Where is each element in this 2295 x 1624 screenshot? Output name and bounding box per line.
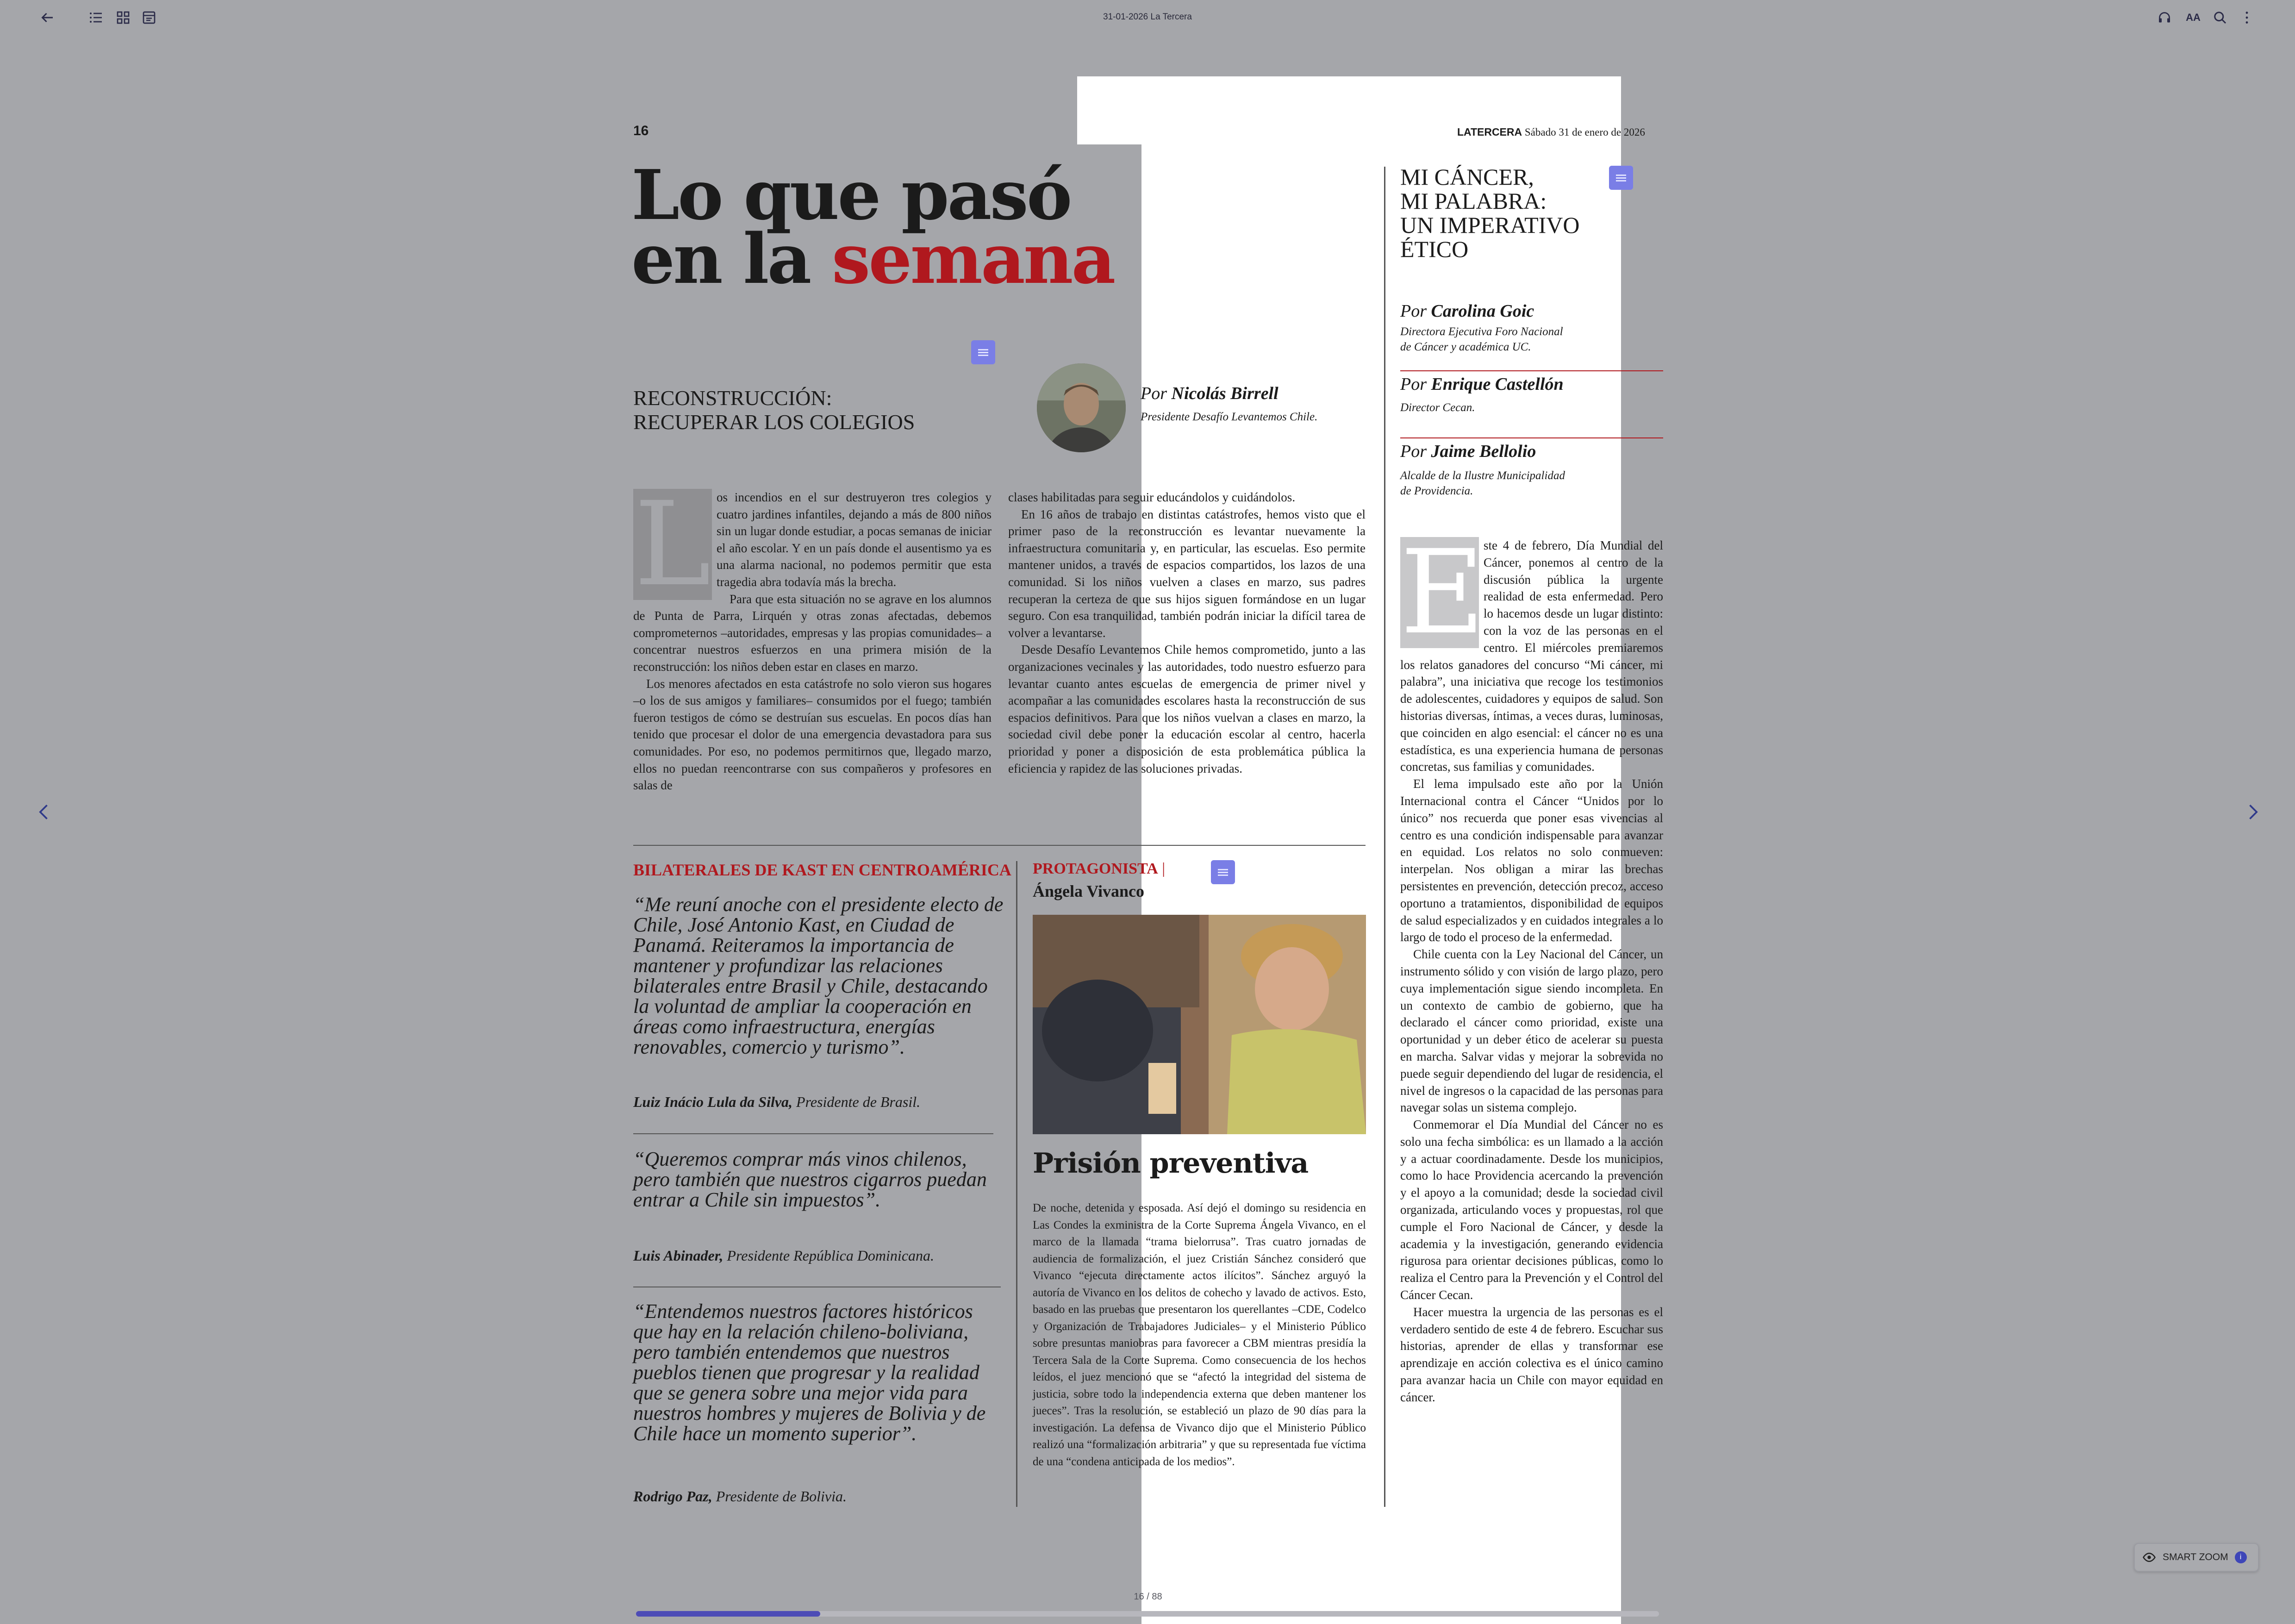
courtroom-photo-icon: [1033, 915, 1366, 1134]
chevron-left-icon: [34, 802, 55, 822]
text-size-icon: AA: [2186, 12, 2201, 23]
drop-cap: E: [1400, 525, 1485, 660]
article-title-line-1: RECONSTRUCCIÓN:: [633, 386, 832, 410]
smart-zoom-label: SMART ZOOM: [2163, 1552, 2228, 1562]
headline-accent: semana: [831, 219, 1114, 299]
article-title: [633, 386, 915, 434]
opinion-byline: [1400, 441, 1536, 462]
protagonista-headline: Prisión preventiva: [1033, 1147, 1309, 1180]
author-portrait-icon: [1037, 363, 1126, 452]
author-role-line: de Cáncer y académica UC.: [1400, 341, 1531, 353]
quote-text: “Me reuní anoche con el presidente electo de Chile, José Antonio Kast, en Ciudad de Panamá. Reiteramos la importancia de mantener y profundizar las relaciones bilaterales entre Brasil y Chile, destacando la voluntad de ampliar la cooperación en áreas como infraestructura, energías renovables, comercio y turismo”.: [633, 893, 1004, 1058]
opinion-title-line: ÉTICO: [1400, 236, 1469, 262]
opinion-title-line: MI PALABRA:: [1400, 188, 1547, 214]
quote-author: Luiz Inácio Lula da Silva,: [633, 1093, 793, 1110]
by-prefix: Por: [1400, 442, 1431, 461]
opinion-title: [1400, 165, 1580, 261]
opinion-paragraph: Chile cuenta con la Ley Nacional del Cáncer, un instrumento sólido y con visión de largo plazo, pero cuya implementación sigue siendo incompleta. En un contexto de cambio de gobierno, que ha declarado el cáncer como prioridad, existe una oportunidad y un deber ético de acelerar su puesta en marcha. Salvar vidas y mejorar la sobrevida no puede seguir dependiendo del lugar de residencia, el nivel de ingresos o la capacidad de las personas para navegar solas un sistema complejo.: [1400, 947, 1663, 1115]
opinion-paragraph: ste 4 de febrero, Día Mundial del Cáncer, ponemos al centro de la discusión pública la urgente realidad de esta enfermedad. Pero lo hacemos desde un lugar distinto: con la voz de las personas en el centro. El miércoles premiaremos los relatos ganadores del concurso “Mi cáncer, mi palabra”, una iniciativa que recoge los testimonios de adolescentes, cuidadores y equipos de salud. Son historias diversas, íntimas, a veces duras, luminosas, que coinciden en algo esencial: el cáncer no es una estadística, es una experiencia humana de personas concretas, sus familias y comunidades.: [1400, 538, 1663, 774]
eye-icon: [2142, 1550, 2156, 1564]
chevron-right-icon: [2242, 802, 2263, 822]
more-vertical-icon: [2239, 9, 2255, 26]
next-page-button[interactable]: [2239, 798, 2266, 826]
page-date: Sábado 31 de enero de 2026: [1524, 126, 1645, 138]
article-paragraph: Desde Desafío Levantemos Chile hemos comprometido, junto a las organizaciones vecinales y las autoridades, todo nuestro esfuerzo para levantar cuanto antes escuelas de emergencia de primer nivel y acompañar a las comunidades escolares hasta la reconstrucción de sus espacios definitivos. Para que los niños vuelvan a clases en marzo, la sociedad civil debe poner la educación escolar al centro, hacerla prioridad y poner a disposición de esta problemática pública la eficiencia y rapidez de las soluciones privadas.: [1008, 643, 1366, 775]
more-options-button[interactable]: [2237, 7, 2257, 28]
column-rule: [1384, 167, 1385, 1507]
quote-text: “Queremos comprar más vinos chilenos, pero también que nuestros cigarros puedan entrar a Chile sin impuestos”.: [633, 1148, 987, 1211]
by-prefix: Por: [1141, 384, 1172, 403]
opinion-body: [1400, 525, 1663, 1406]
quote-attribution: [633, 1247, 934, 1264]
quote-attribution: [633, 1093, 920, 1111]
author-role: [1400, 468, 1565, 499]
protagonista-kicker: [1033, 860, 1165, 878]
quote-author: Luis Abinader,: [633, 1247, 723, 1264]
author-divider: [1400, 370, 1663, 371]
opinion-title-line: MI CÁNCER,: [1400, 164, 1534, 190]
opinion-paragraph: El lema impulsado este año por la Unión Internacional contra el Cáncer “Unidos por lo único” nos recuerda que poner esas vivencias al centro es una condición indispensable para avanzar en equidad. Los relatos no solo conmueven: interpelan. Nos obligan a mirar las brechas persistentes en prevención, detección precoz, acceso oportuno a tratamientos, disponibilidad de equipos de salud especializados y en cuidados integrales a lo largo de todo el proceso de la enfermedad.: [1400, 777, 1663, 944]
text-size-button[interactable]: [2183, 7, 2203, 28]
comment-icon: [1218, 868, 1228, 877]
brand-name: LATERCERA: [1457, 126, 1522, 138]
comment-button[interactable]: [971, 340, 995, 364]
headline-line-1: Lo que pasó: [631, 155, 1071, 235]
comment-button[interactable]: [1211, 860, 1235, 884]
news-photo: [1033, 915, 1366, 1134]
quotes-section-title: BILATERALES DE KAST EN CENTROAMÉRICA: [633, 861, 1011, 879]
listen-button[interactable]: [2154, 7, 2175, 28]
page-number: 16: [633, 123, 649, 138]
author-name: Nicolás Birrell: [1171, 384, 1278, 403]
author-role-line: Director Cecan.: [1400, 401, 1475, 414]
by-prefix: Por: [1400, 375, 1431, 394]
author-role: [1400, 400, 1475, 415]
article-column-2: [1008, 489, 1366, 777]
quote-role: Presidente de Brasil.: [792, 1093, 921, 1110]
kicker-label: PROTAGONISTA: [1033, 860, 1158, 877]
page-progress-bar[interactable]: [636, 1611, 1659, 1617]
previous-page-button[interactable]: [31, 798, 58, 826]
comment-button[interactable]: [1609, 166, 1633, 190]
smart-zoom-button[interactable]: [2134, 1543, 2259, 1572]
article-title-line-2: RECUPERAR LOS COLEGIOS: [633, 410, 915, 434]
author-role-line: Alcalde de la Ilustre Municipalidad: [1400, 469, 1565, 482]
author-role: [1400, 324, 1563, 355]
author-divider: [1400, 437, 1663, 438]
top-toolbar: [0, 0, 2295, 37]
section-headline: [631, 155, 1114, 299]
author-avatar: [1037, 363, 1126, 452]
article-paragraph: En 16 años de trabajo en distintas catástrofes, hemos visto que el primer paso de la reconstrucción es levantar nuevamente la infraestructura comunitaria y, en particular, las escuelas. Eso permite mantener unidos, a través de espacios compartidos, los lazos de una comunidad. Si los niños vuelven a clases en marzo, sus padres recuperan la certeza de que sus hijos siguen formándose en un lugar seguro. Con esa tranquilidad, también podrán iniciar la difícil tarea de volver a levantarse.: [1008, 507, 1366, 640]
drop-cap: L: [634, 477, 711, 612]
protagonista-body: De noche, detenida y esposada. Así dejó el domingo su residencia en Las Condes la exministra de la Corte Suprema Ángela Vivanco, en el marco de la llamada “trama bielorrusa”. Tras cuatro jornadas de audiencia de formalización, el juez Cristián Sánchez consideró que Vivanco “ejecuta directamente actos ilícitos”. Sánchez arguyó la autoría de Vivanco en los delitos de cohecho y lavado de activos. Esto, basado en las pruebas que presentaron los querellantes –CDE, Codelco y Organización de Trabajadores Judiciales– y el Ministerio Público sobre presuntas maniobras para favorecer a CBM mientras presidía la Tercera Sala de la Corte Suprema. Como consecuencia de los hechos leídos, el juez mencionó que se “afectó la integridad del sistema de justicia, sobre todo la independencia externa que deben mantener los jueces”. Tras la resolución, se estableció un plazo de 90 días para la investigación. La defensa de Vivanco dijo que el Ministerio Público realizó una “formalización arbitraria” y que su representada fue víctima de una “condena anticipada de los medios”.: [1033, 1202, 1366, 1468]
section-divider: [633, 845, 1366, 846]
page-progress-fill: [636, 1611, 820, 1617]
quote-author: Rodrigo Paz,: [633, 1488, 712, 1505]
search-button[interactable]: [2210, 7, 2230, 28]
protagonista-name: Ángela Vivanco: [1033, 882, 1145, 900]
quote-attribution: [633, 1488, 847, 1505]
article-paragraph: os incendios en el sur destruyeron tres colegios y cuatro jardines infantiles, dejando a más de 800 niños sin un lugar donde estudiar, a pocas semanas de iniciar el año escolar. Y en un país donde el ausentismo ya es una alarma nacional, no podemos permitir que esta tragedia abra todavía más la brecha.: [717, 490, 992, 589]
author-role-line: Directora Ejecutiva Foro Nacional: [1400, 325, 1563, 338]
article-paragraph: Para que esta situación no se agrave en los alumnos de Punta de Parra, Lirquén y otras zonas afectadas, debemos comprometernos –autoridades, empresas y las propias comunidades– a concentrar nuestros esfuerzos en una primera misión de la reconstrucción: los niños deben estar en clases en marzo.: [633, 592, 992, 674]
comment-icon: [978, 348, 988, 357]
opinion-byline: [1400, 301, 1534, 321]
article-byline: [1141, 383, 1278, 404]
author-name: Enrique Castellón: [1431, 375, 1564, 394]
kicker-separator: |: [1162, 860, 1166, 877]
column-rule: [1016, 861, 1017, 1507]
comment-icon: [1616, 173, 1626, 183]
headline-plain: en la: [631, 219, 832, 299]
quote-divider: [633, 1133, 993, 1134]
edition-title: 31-01-2026 La Tercera: [1103, 12, 1192, 22]
page-indicator: 16 / 88: [1134, 1592, 1162, 1602]
by-prefix: Por: [1400, 301, 1431, 321]
page-folio: [1457, 126, 1645, 138]
article-paragraph: clases habilitadas para seguir educándolos y cuidándolos.: [1008, 490, 1296, 504]
article-paragraph: Los menores afectados en esta catástrofe no solo vieron sus hogares –o los de sus amigos y familiares– consumidos por el fuego; también fueron testigos de cómo se destruían sus escuelas. En pocos días han tenido que procesar el dolor de una emergencia devastadora para sus comunidades. Por eso, no podemos permitirnos que, llegado marzo, ellos no puedan reencontrarse con sus compañeros y profesores en salas de: [633, 676, 992, 793]
article-column-1: [633, 477, 992, 794]
quote-text: “Entendemos nuestros factores históricos que hay en la relación chileno-boliviana, pero también entendemos que nuestros pueblos tienen que progresar y la realidad que se genera sobre una mejor vida para nuestros hombres y mujeres de Bolivia y de Chile hace un momento superior”.: [633, 1300, 986, 1445]
search-icon: [2212, 9, 2228, 26]
opinion-paragraph: Conmemorar el Día Mundial del Cáncer no es solo una fecha simbólica: es un llamado a la acción y a actuar coordinadamente. Desde los municipios, como lo hace Providencia acercando la prevención y el apoyo a la comunidad; desde la sociedad civil organizada, articulando voces y propuestas, rol que cumple el Foro Nacional de Cáncer, y desde la academia y la investigación, generando evidencia rigurosa para orientar decisiones públicas, como lo realiza el Centro para la Prevención y el Control del Cáncer Cecan.: [1400, 1118, 1663, 1302]
quote-role: Presidente de Bolivia.: [712, 1488, 847, 1505]
opinion-title-line: UN IMPERATIVO: [1400, 212, 1580, 238]
author-role-line: de Providencia.: [1400, 485, 1473, 497]
author-name: Jaime Bellolio: [1431, 442, 1536, 461]
opinion-byline: [1400, 374, 1564, 394]
quote-role: Presidente República Dominicana.: [723, 1247, 935, 1264]
opinion-paragraph: Hacer muestra la urgencia de las personas es el verdadero sentido de este 4 de febrero. Escuchar sus historias, aprender de ellas y transformar ese aprendizaje en acción colectiva es el único camino para avanzar hacia un Chile con mayor equidad en cáncer.: [1400, 1305, 1663, 1404]
headline-line-2: [631, 219, 1114, 299]
author-name: Carolina Goic: [1431, 301, 1534, 321]
headphones-icon: [2156, 9, 2173, 26]
author-role: Presidente Desafío Levantemos Chile.: [1141, 411, 1318, 423]
info-icon[interactable]: i: [2235, 1551, 2247, 1563]
